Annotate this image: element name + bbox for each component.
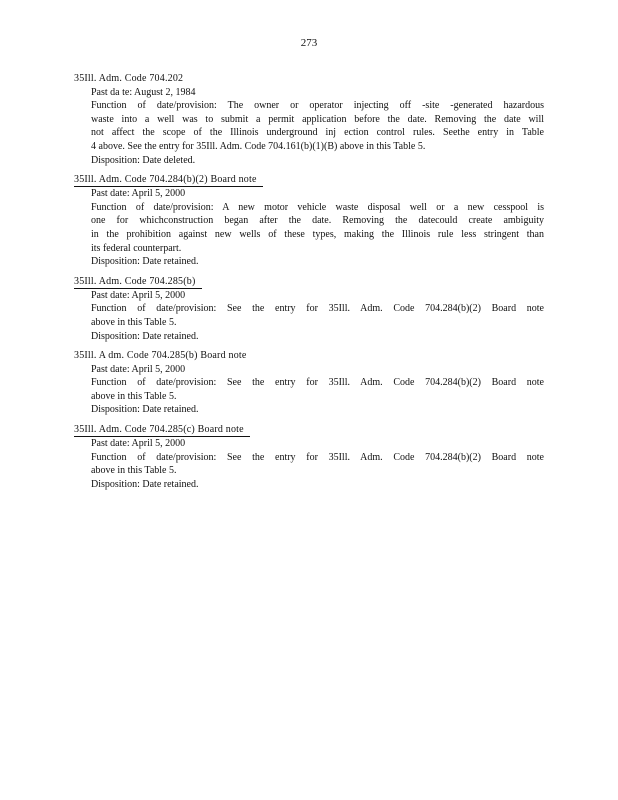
past-date: Past date: April 5, 2000 <box>91 188 186 200</box>
entry-704-284-b-2 <box>74 173 544 269</box>
entries-list <box>74 72 544 497</box>
function-line: Function of date/provision: See the entry for 35Ill. Adm. Code 704.284(b)(2) Board note <box>91 377 544 389</box>
entry-body <box>74 187 544 269</box>
page-number: 273 <box>300 37 318 49</box>
function-line: above in this Table 5. <box>91 465 177 477</box>
disposition: Disposition: Date retained. <box>91 330 199 342</box>
function-line: Function of date/provision: The owner or operator injecting off -site -generated hazardous <box>91 100 544 112</box>
entry-heading: 35Ill. Adm. Code 704.202 <box>74 73 184 84</box>
entry-704-285-b-board-note <box>74 349 544 417</box>
function-line: its federal counterpart. <box>91 242 182 254</box>
entry-704-285-b <box>74 275 544 343</box>
entry-heading: 35Ill. Adm. Code 704.285(b) <box>74 276 202 289</box>
function-line: waste into a well was to submit a permit application before the date. Removing the date will <box>91 113 544 125</box>
function-line: Function of date/provision: See the entry for 35Ill. Adm. Code 704.284(b)(2) Board note <box>91 451 544 463</box>
function-line: above in this Table 5. <box>91 316 177 328</box>
disposition: Disposition: Date deleted. <box>91 154 196 166</box>
entry-heading: 35Ill. Adm. Code 704.284(b)(2) Board note <box>74 174 263 187</box>
entry-body <box>74 289 544 343</box>
disposition: Disposition: Date retained. <box>91 404 199 416</box>
entry-body <box>74 437 544 491</box>
past-date: Past date: April 5, 2000 <box>91 438 186 450</box>
function-line: in the prohibition against new wells of these types, making the Illinois rule less stringent than <box>91 228 544 240</box>
entry-body <box>74 86 544 168</box>
past-date: Past date: April 5, 2000 <box>91 363 186 375</box>
function-line: above in this Table 5. <box>91 390 177 402</box>
function-line: 4 above. See the entry for 35Ill. Adm. Code 704.161(b)(1)(B) above in this Table 5. <box>91 140 426 152</box>
entry-704-202 <box>74 72 544 167</box>
disposition: Disposition: Date retained. <box>91 478 199 490</box>
function-line: Function of date/provision: A new motor vehicle waste disposal well or a new cesspool is <box>91 201 544 213</box>
past-date: Past date: April 5, 2000 <box>91 289 186 301</box>
entry-body <box>74 363 544 417</box>
disposition: Disposition: Date retained. <box>91 256 199 268</box>
function-line: Function of date/provision: See the entry for 35Ill. Adm. Code 704.284(b)(2) Board note <box>91 303 544 315</box>
function-line: not affect the scope of the Illinois underground inj ection control rules. Seethe entry in Table <box>91 127 544 139</box>
past-date: Past da te: August 2, 1984 <box>91 86 196 98</box>
entry-704-285-c <box>74 423 544 491</box>
entry-heading: 35Ill. Adm. Code 704.285(c) Board note <box>74 424 250 437</box>
function-line: one for whichconstruction began after the date. Removing the datecould create ambiguity <box>91 215 544 227</box>
entry-heading: 35Ill. A dm. Code 704.285(b) Board note <box>74 350 247 362</box>
